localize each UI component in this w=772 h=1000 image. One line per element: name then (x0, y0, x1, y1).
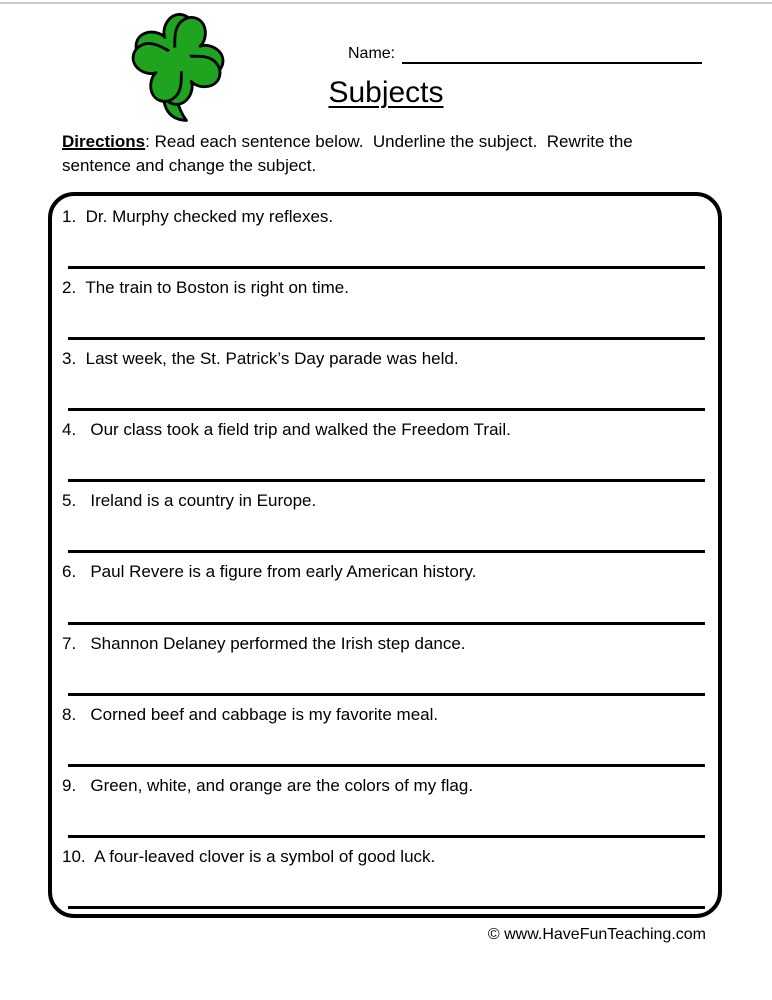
name-field-row (348, 44, 702, 64)
sentence-item-1 (52, 198, 718, 269)
sentence-item-4 (52, 411, 718, 482)
sentence-item-10 (52, 838, 718, 909)
sentence-text: 7. Shannon Delaney performed the Irish step dance. (62, 633, 466, 653)
sentence-text: 9. Green, white, and orange are the colors of my flag. (62, 775, 474, 795)
copyright-text: © www.HaveFunTeaching.com (487, 926, 706, 943)
sentence-item-9 (52, 767, 718, 838)
sentence-item-5 (52, 482, 718, 553)
page-title: Subjects (328, 76, 444, 109)
sentence-item-6 (52, 553, 718, 624)
sentence-text: 2. The train to Boston is right on time. (62, 278, 349, 298)
sentence-text: 4. Our class took a field trip and walked the Freedom Trail. (62, 420, 511, 440)
name-blank-line[interactable] (402, 45, 702, 64)
title-row (0, 76, 772, 110)
sentence-text: 5. Ireland is a country in Europe. (62, 491, 317, 511)
directions-label: Directions (62, 132, 146, 151)
sentence-item-3 (52, 340, 718, 411)
page-top-edge (0, 2, 772, 4)
sentence-text: 3. Last week, the St. Patrick’s Day parade was held. (62, 349, 459, 369)
directions-paragraph (62, 130, 702, 178)
name-label: Name: (348, 45, 396, 62)
answer-blank-line-10[interactable] (68, 906, 705, 909)
sentence-box (48, 192, 722, 918)
sentence-item-7 (52, 625, 718, 696)
directions-text: : Read each sentence below. Underline the subject. Rewrite the sentence and change the subject. (62, 132, 638, 176)
four-leaf-clover-icon (126, 6, 232, 130)
sentence-text: 8. Corned beef and cabbage is my favorite meal. (62, 704, 439, 724)
sentence-text: 10. A four-leaved clover is a symbol of good luck. (62, 846, 436, 866)
sentence-text: 1. Dr. Murphy checked my reflexes. (62, 207, 334, 226)
sentence-item-2 (52, 269, 718, 340)
sentence-item-8 (52, 696, 718, 767)
sentence-text: 6. Paul Revere is a figure from early American history. (62, 562, 477, 582)
